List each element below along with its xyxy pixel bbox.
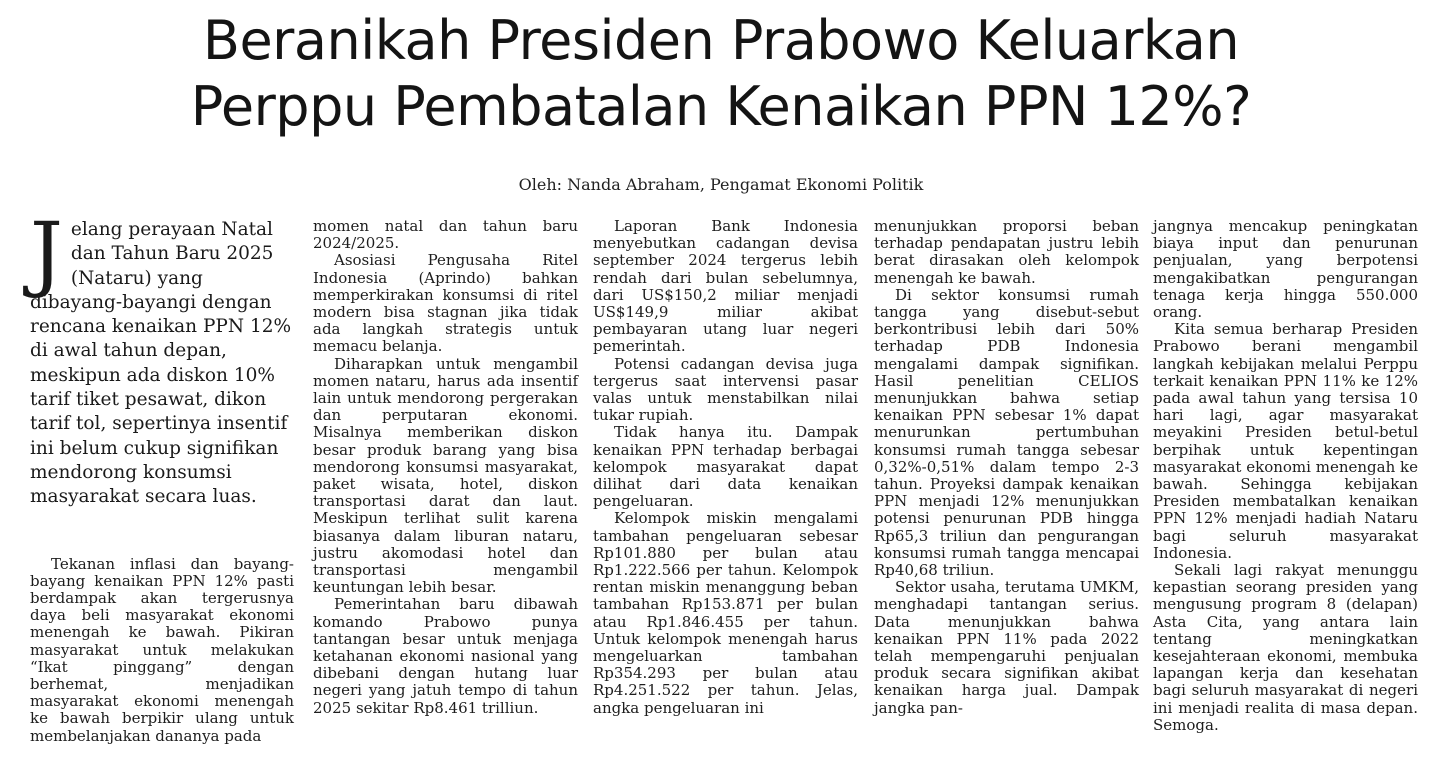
paragraph: Pemerintahan baru dibawah komando Prabowo punya tantangan besar untuk menjaga ketahanan ekonomi nasional yang dibebani dengan hutang luar negeri yang jatuh tempo di tahun 2025 sekitar Rp8.461 trilliun. (313, 595, 578, 717)
headline-line-1: Beranikah Presiden Prabowo Keluarkan (202, 9, 1240, 72)
drop-cap: J (30, 206, 63, 301)
article-column-2 (313, 218, 578, 717)
paragraph: Kita semua berharap Presiden Prabowo berani mengambil langkah kebijakan melalui Perppu terkait kenaikan PPN 11% ke 12% pada awal tahun yang tersisa 10 hari lagi, agar masyarakat meyakini Presiden betul-betul berpihak untuk kepentingan masyarakat ekonomi menengah ke bawah. Sehingga kebijakan Presiden membatalkan kenaikan PPN 12% menjadi hadiah Nataru bagi seluruh masyarakat Indonesia. (1153, 320, 1418, 562)
lead-paragraph (30, 206, 294, 510)
paragraph: Sektor usaha, terutama UMKM, menghadapi tantangan serius. Data menunjukkan bahwa kenaikan PPN 11% pada 2022 telah mempengaruhi penjualan produk secara signifikan akibat kenaikan harga jual. Dampak jangka pan- (874, 578, 1139, 717)
lead-spacer (30, 510, 294, 556)
paragraph: Tekanan inflasi dan bayang-bayang kenaikan PPN 12% pasti berdampak akan tergerusnya daya beli masyarakat ekonomi menengah ke bawah. Pikiran masyarakat untuk melakukan “Ikat pinggang” dengan berhemat, menjadikan masyarakat ekonomi menengah ke bawah berpikir ulang untuk membelanjakan dananya pada (30, 554, 294, 745)
paragraph: Di sektor konsumsi rumah tangga yang disebut-sebut berkontribusi lebih dari 50% terhadap PDB Indonesia mengalami dampak signifikan. Hasil penelitian CELIOS menunjukkan bahwa setiap kenaikan PPN sebesar 1% dapat menurunkan pertumbuhan konsumsi rumah tangga sebesar 0,32%-0,51% dalam tempo 2-3 tahun. Proyeksi dampak kenaikan PPN menjadi 12% menunjukkan potensi penurunan PDB hingga Rp65,3 triliun dan pengurangan konsumsi rumah tangga mencapai Rp40,68 triliun. (874, 285, 1139, 580)
headline (0, 8, 1442, 140)
byline: Oleh: Nanda Abraham, Pengamat Ekonomi Politik (518, 175, 924, 194)
paragraph: Diharapkan untuk mengambil momen nataru, harus ada insentif lain untuk mendorong pergerakan dan perputaran ekonomi. Misalnya memberikan diskon besar produk barang yang bisa mendorong konsumsi masyarakat, paket wisata, hotel, diskon transportasi darat dan laut. Meskipun terlihat sulit karena biasanya dalam liburan nataru, justru akomodasi hotel dan transportasi mengambil keuntungan lebih besar. (313, 354, 578, 597)
paragraph: Laporan Bank Indonesia menyebutkan cadangan devisa september 2024 tergerus lebih rendah dari bulan sebelumnya, dari US$150,2 miliar menjadi US$149,9 miliar akibat pembayaran utang luar negeri pemerintah. (593, 217, 858, 356)
paragraph: menunjukkan proporsi beban terhadap pendapatan justru lebih berat dirasakan oleh kelompok menengah ke bawah. (874, 217, 1139, 287)
headline-line-2: Perppu Pembatalan Kenaikan PPN 12%? (190, 75, 1252, 138)
lead-text: elang perayaan Natal dan Tahun Baru 2025 (Nataru) yang dibayang-bayangi dengan rencana kenaikan PPN 12% di awal tahun depan, meskipun ada diskon 10% tarif tiket pesawat, dikon tarif tol, sepertinya insentif ini belum cukup signifikan mendorong konsumsi masyarakat secara luas. (30, 219, 292, 508)
article-column-1 (30, 206, 294, 745)
paragraph: Asosiasi Pengusaha Ritel Indonesia (Aprindo) bahkan memperkirakan konsumsi di ritel modern bisa stagnan jika tidak ada langkah strategis untuk memacu belanja. (313, 251, 578, 356)
article-column-4 (874, 218, 1139, 717)
paragraph: Tidak hanya itu. Dampak kenaikan PPN terhadap berbagai kelompok masyarakat dapat dilihat dari data kenaikan pengeluaran. (593, 423, 858, 511)
paragraph: Potensi cadangan devisa juga tergerus saat intervensi pasar valas untuk menstabilkan nilai tukar rupiah. (593, 354, 858, 425)
paragraph: Sekali lagi rakyat menunggu kepastian seorang presiden yang mengusung program 8 (delapan) Asta Cita, yang antara lain tentang meningkatkan kesejahteraan ekonomi, membuka lapangan kerja dan kesehatan bagi seluruh masyarakat di negeri ini menjadi realita di masa depan. Semoga. (1153, 561, 1418, 734)
paragraph: momen natal dan tahun baru 2024/2025. (313, 217, 578, 253)
article-column-3 (593, 218, 858, 717)
paragraph: Kelompok miskin mengalami tambahan pengeluaran sebesar Rp101.880 per bulan atau Rp1.222.566 per tahun. Kelompok rentan miskin menanggung beban tambahan Rp153.871 per bulan atau Rp1.846.455 per tahun. Untuk kelompok menengah harus mengeluarkan tambahan Rp354.293 per bulan atau Rp4.251.522 per tahun. Jelas, angka pengeluaran ini (593, 509, 858, 717)
article-column-5 (1153, 218, 1418, 734)
paragraph: jangnya mencakup peningkatan biaya input dan penurunan penjualan, yang berpotensi mengakibatkan pengurangan tenaga kerja hingga 550.000 orang. (1153, 217, 1418, 322)
